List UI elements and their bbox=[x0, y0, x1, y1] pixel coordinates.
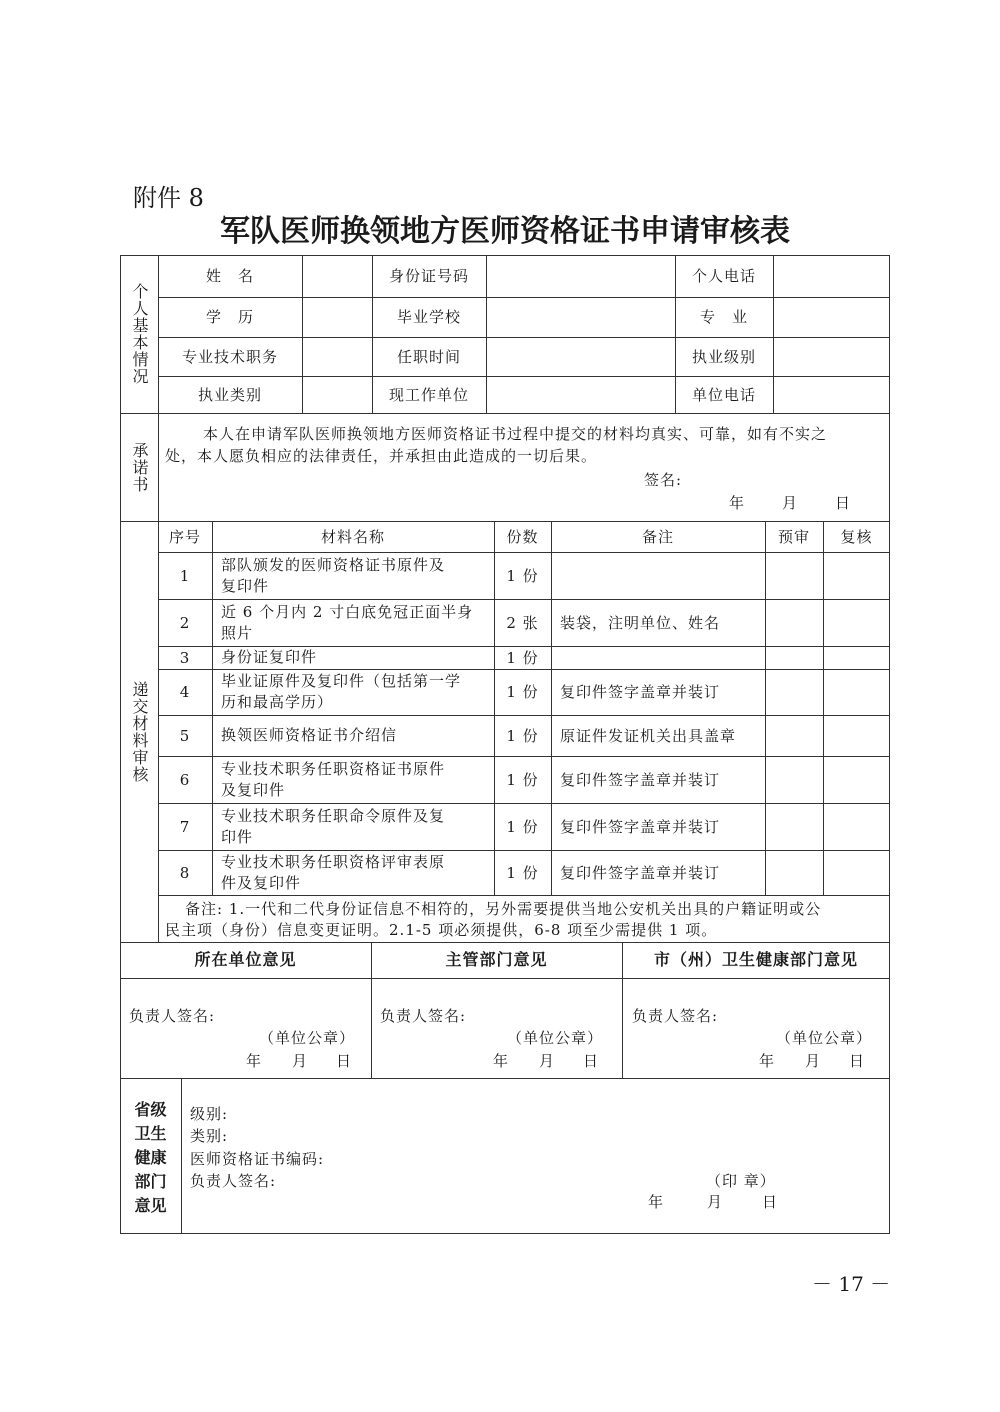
header-recheck: 复核 bbox=[840, 527, 873, 546]
recheck-checkbox[interactable] bbox=[823, 850, 890, 895]
pledge-signature-label: 签名: bbox=[644, 471, 683, 489]
pledge-date-year: 年 bbox=[729, 494, 746, 512]
form-title: 军队医师换领地方医师资格证书申请审核表 bbox=[220, 214, 790, 249]
row-divider bbox=[120, 978, 890, 979]
material-quantity: 2 张 bbox=[506, 613, 539, 632]
graduate-school-field[interactable] bbox=[486, 297, 675, 337]
material-name-line2: 印件 bbox=[221, 827, 254, 846]
id-number-field[interactable] bbox=[486, 255, 675, 297]
material-name-line2: 历和最高学历） bbox=[221, 693, 334, 711]
recheck-checkbox[interactable] bbox=[823, 599, 890, 646]
section-label-personal-info: 个人基本情况 bbox=[130, 283, 149, 385]
pre-review-checkbox[interactable] bbox=[765, 599, 823, 646]
label-id-number: 身份证号码 bbox=[388, 267, 469, 285]
header-serial-no: 序号 bbox=[168, 527, 201, 546]
recheck-checkbox[interactable] bbox=[823, 756, 890, 803]
recheck-checkbox[interactable] bbox=[823, 646, 890, 669]
recheck-checkbox[interactable] bbox=[823, 715, 890, 756]
material-remark bbox=[551, 646, 765, 669]
opinion-year: 年 bbox=[493, 1052, 510, 1070]
header-quantity: 份数 bbox=[506, 527, 539, 546]
material-name-line1: 近 6 个月内 2 寸白底免冠正面半身 bbox=[221, 602, 474, 621]
table-border-bottom bbox=[120, 1233, 890, 1234]
label-practice-category: 执业类别 bbox=[197, 385, 262, 404]
opinion-day: 日 bbox=[336, 1052, 353, 1070]
provincial-label-line: 省级 bbox=[134, 1100, 167, 1119]
material-quantity: 1 份 bbox=[506, 648, 539, 667]
material-quantity: 1 份 bbox=[506, 770, 539, 789]
opinion-month: 月 bbox=[805, 1052, 822, 1070]
provincial-seal: （印 章） bbox=[706, 1172, 776, 1190]
recheck-checkbox[interactable] bbox=[823, 669, 890, 715]
current-employer-field[interactable] bbox=[486, 376, 675, 413]
opinion-seal: （单位公章） bbox=[259, 1029, 356, 1047]
provincial-year: 年 bbox=[648, 1193, 665, 1211]
materials-note-line2: 民主项（身份）信息变更证明。2.1-5 项必须提供，6-8 项至少需提供 1 项。 bbox=[165, 921, 718, 939]
header-remark: 备注 bbox=[641, 527, 674, 546]
pledge-text-line2: 处，本人愿负相应的法律责任，并承担由此造成的一切后果。 bbox=[165, 447, 598, 465]
professional-title-field[interactable] bbox=[302, 337, 372, 376]
material-name-line1: 身份证复印件 bbox=[221, 648, 318, 666]
provincial-label-line: 健康 bbox=[134, 1148, 167, 1167]
pledge-date-day: 日 bbox=[835, 494, 852, 512]
provincial-cert-code-label: 医师资格证书编码: bbox=[190, 1150, 325, 1168]
label-employer-phone: 单位电话 bbox=[691, 385, 756, 404]
pre-review-checkbox[interactable] bbox=[765, 850, 823, 895]
opinion-signature-label: 负责人签名: bbox=[380, 1007, 467, 1025]
material-quantity: 1 份 bbox=[506, 863, 539, 882]
material-name-line2: 件及复印件 bbox=[221, 873, 302, 892]
material-name-line1: 部队颁发的医师资格证书原件及 bbox=[221, 555, 446, 574]
material-name-line2: 照片 bbox=[221, 623, 254, 642]
label-appointment-time: 任职时间 bbox=[396, 347, 461, 366]
personal-phone-field[interactable] bbox=[773, 255, 890, 297]
material-name-line1: 毕业证原件及复印件（包括第一学 bbox=[221, 672, 462, 690]
provincial-label-line: 部门 bbox=[134, 1172, 167, 1191]
name-field[interactable] bbox=[302, 255, 372, 297]
material-serial-no: 2 bbox=[179, 613, 191, 632]
material-remark: 装袋，注明单位、姓名 bbox=[560, 613, 721, 632]
material-serial-no: 3 bbox=[179, 648, 191, 667]
materials-note-line1: 备注: 1.一代和二代身份证信息不相符的，另外需要提供当地公安机关出具的户籍证明或公 bbox=[185, 900, 822, 918]
pledge-text-line1: 本人在申请军队医师换领地方医师资格证书过程中提交的材料均真实、可靠，如有不实之 bbox=[203, 425, 828, 443]
material-name-line1: 换领医师资格证书介绍信 bbox=[221, 726, 398, 744]
provincial-label-line: 卫生 bbox=[134, 1124, 167, 1143]
employer-phone-field[interactable] bbox=[773, 376, 890, 413]
opinion-signature-label: 负责人签名: bbox=[632, 1007, 719, 1025]
material-quantity: 1 份 bbox=[506, 726, 539, 745]
section-divider bbox=[120, 413, 890, 414]
material-quantity: 1 份 bbox=[506, 566, 539, 585]
material-quantity: 1 份 bbox=[506, 683, 539, 701]
opinion-title-department: 主管部门意见 bbox=[445, 950, 548, 969]
label-current-employer: 现工作单位 bbox=[388, 385, 469, 404]
opinion-title-city-health: 市（州）卫生健康部门意见 bbox=[653, 950, 858, 969]
section-label-materials: 递交材料审核 bbox=[130, 680, 149, 783]
material-remark bbox=[551, 552, 765, 599]
recheck-checkbox[interactable] bbox=[823, 803, 890, 850]
label-name: 姓 名 bbox=[205, 267, 254, 285]
provincial-label-line: 意见 bbox=[134, 1196, 167, 1215]
opinion-signature-label: 负责人签名: bbox=[129, 1007, 216, 1025]
attachment-label: 附件 8 bbox=[133, 184, 204, 212]
material-name bbox=[212, 756, 494, 803]
opinion-year: 年 bbox=[759, 1052, 776, 1070]
provincial-month: 月 bbox=[707, 1193, 724, 1211]
row-divider bbox=[158, 895, 890, 896]
opinion-title-unit: 所在单位意见 bbox=[194, 950, 297, 969]
provincial-day: 日 bbox=[762, 1193, 779, 1211]
material-name bbox=[212, 850, 494, 895]
material-remark: 复印件签字盖章并装订 bbox=[560, 770, 721, 789]
material-serial-no: 5 bbox=[179, 726, 191, 745]
opinion-month: 月 bbox=[292, 1052, 309, 1070]
header-pre-review: 预审 bbox=[777, 527, 810, 546]
material-remark: 复印件签字盖章并装订 bbox=[560, 683, 721, 701]
pre-review-checkbox[interactable] bbox=[765, 552, 823, 599]
section-label-provincial bbox=[120, 1098, 181, 1218]
pre-review-checkbox[interactable] bbox=[765, 646, 823, 669]
pre-review-checkbox[interactable] bbox=[765, 715, 823, 756]
material-name-line1: 专业技术职务任职资格证书原件 bbox=[221, 759, 446, 778]
major-field[interactable] bbox=[773, 297, 890, 337]
pre-review-checkbox[interactable] bbox=[765, 756, 823, 803]
material-name bbox=[212, 803, 494, 850]
label-professional-title: 专业技术职务 bbox=[181, 347, 278, 366]
opinion-year: 年 bbox=[246, 1052, 263, 1070]
pledge-date-month: 月 bbox=[782, 494, 799, 512]
provincial-signature-label: 负责人签名: bbox=[190, 1172, 277, 1190]
material-serial-no: 4 bbox=[179, 683, 191, 701]
material-name bbox=[212, 669, 494, 715]
material-name bbox=[212, 552, 494, 599]
pledge-signature-field[interactable] bbox=[690, 469, 870, 491]
material-serial-no: 6 bbox=[179, 770, 191, 789]
provincial-category-label: 类别: bbox=[190, 1127, 229, 1145]
provincial-level-label: 级别: bbox=[190, 1105, 229, 1123]
recheck-checkbox[interactable] bbox=[823, 552, 890, 599]
material-quantity: 1 份 bbox=[506, 817, 539, 836]
material-name-line2: 及复印件 bbox=[221, 780, 286, 799]
appointment-time-field[interactable] bbox=[486, 337, 675, 376]
material-remark: 复印件签字盖章并装订 bbox=[560, 863, 721, 882]
material-name bbox=[212, 599, 494, 646]
material-name bbox=[212, 715, 494, 756]
section-divider bbox=[120, 1078, 890, 1079]
pre-review-checkbox[interactable] bbox=[765, 669, 823, 715]
material-name-line1: 专业技术职务任职命令原件及复 bbox=[221, 806, 446, 825]
page-number: － 17 － bbox=[812, 1272, 891, 1296]
opinion-day: 日 bbox=[849, 1052, 866, 1070]
label-major: 专 业 bbox=[699, 308, 748, 326]
material-serial-no: 8 bbox=[179, 863, 191, 882]
label-education: 学 历 bbox=[205, 308, 254, 326]
material-name-line2: 复印件 bbox=[221, 576, 270, 595]
header-material-name: 材料名称 bbox=[320, 527, 385, 546]
practice-level-field[interactable] bbox=[773, 337, 890, 376]
opinion-day: 日 bbox=[583, 1052, 600, 1070]
opinion-seal: （单位公章） bbox=[776, 1029, 873, 1047]
material-name bbox=[212, 646, 494, 669]
label-graduate-school: 毕业学校 bbox=[396, 308, 461, 326]
opinion-seal: （单位公章） bbox=[507, 1029, 604, 1047]
practice-category-field[interactable] bbox=[302, 376, 372, 413]
label-personal-phone: 个人电话 bbox=[691, 267, 756, 285]
material-remark: 复印件签字盖章并装订 bbox=[560, 817, 721, 836]
material-serial-no: 7 bbox=[179, 817, 191, 836]
col-divider bbox=[181, 1078, 182, 1233]
section-label-pledge: 承诺书 bbox=[130, 441, 149, 493]
label-practice-level: 执业级别 bbox=[691, 347, 756, 366]
opinion-month: 月 bbox=[539, 1052, 556, 1070]
material-remark: 原证件发证机关出具盖章 bbox=[560, 726, 737, 745]
pre-review-checkbox[interactable] bbox=[765, 803, 823, 850]
education-field[interactable] bbox=[302, 297, 372, 337]
material-name-line1: 专业技术职务任职资格评审表原 bbox=[221, 852, 446, 871]
material-serial-no: 1 bbox=[179, 566, 191, 585]
